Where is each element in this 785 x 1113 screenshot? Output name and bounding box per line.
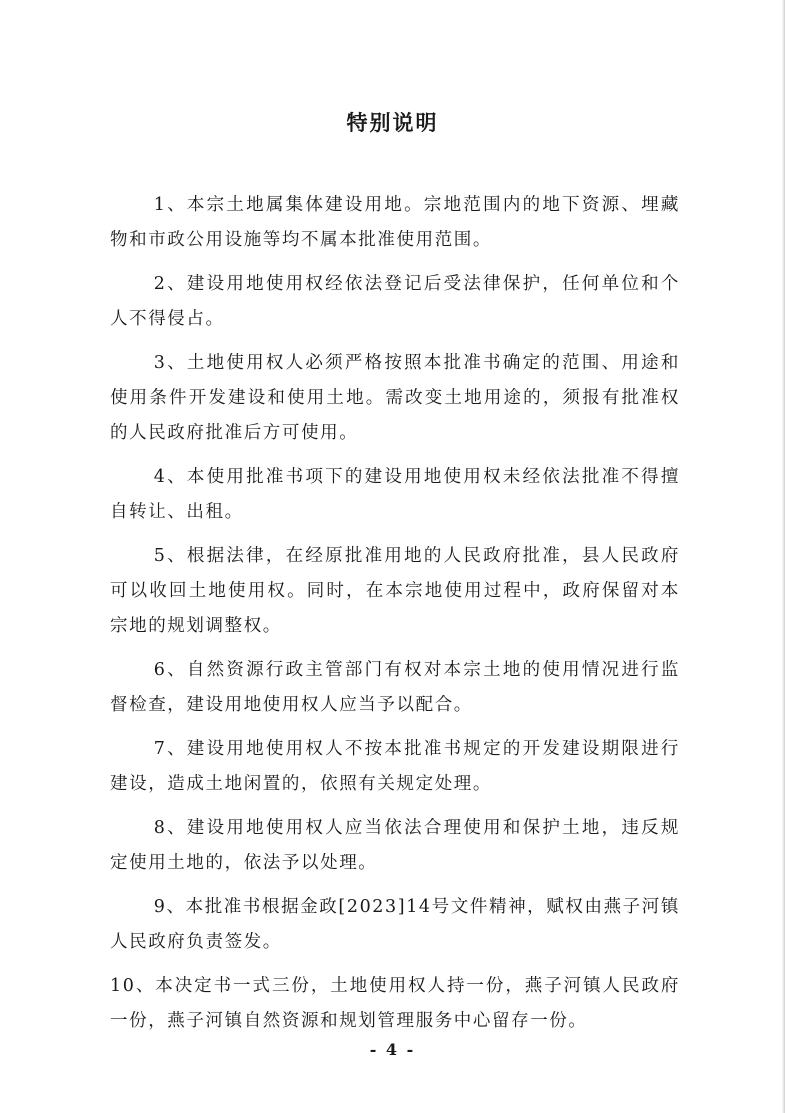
paragraph-3: 3、土地使用权人必须严格按照本批准书确定的范围、用途和使用条件开发建设和使用土地。需改变土地用途的，须报有批准权的人民政府批准后方可使用。	[110, 353, 680, 443]
document-body	[110, 188, 680, 1048]
paragraph-5: 5、根据法律，在经原批准用地的人民政府批准，县人民政府可以收回土地使用权。同时，在本宗地使用过程中，政府保留对本宗地的规划调整权。	[110, 546, 680, 636]
paragraph-1: 1、本宗土地属集体建设用地。宗地范围内的地下资源、埋藏物和市政公用设施等均不属本批准使用范围。	[110, 195, 680, 250]
paragraph-7: 7、建设用地使用权人不按本批准书规定的开发建设期限进行建设，造成土地闲置的，依照有关规定处理。	[110, 739, 680, 794]
paragraph-10: 10、本决定书一式三份，土地使用权人持一份，燕子河镇人民政府一份，燕子河镇自然资源和规划管理服务中心留存一份。	[110, 976, 680, 1031]
paragraph-9: 9、本批准书根据金政[2023]14号文件精神，赋权由燕子河镇人民政府负责签发。	[110, 897, 680, 952]
paragraph-8: 8、建设用地使用权人应当依法合理使用和保护土地，违反规定使用土地的，依法予以处理。	[110, 818, 680, 873]
paragraph-6: 6、自然资源行政主管部门有权对本宗土地的使用情况进行监督检查，建设用地使用权人应当予以配合。	[110, 660, 680, 715]
page-title: 特别说明	[346, 110, 439, 135]
page-number: - 4 -	[369, 1040, 416, 1059]
paragraph-2: 2、建设用地使用权经依法登记后受法律保护，任何单位和个人不得侵占。	[110, 274, 680, 329]
paragraph-4: 4、本使用批准书项下的建设用地使用权未经依法批准不得擅自转让、出租。	[110, 467, 680, 522]
